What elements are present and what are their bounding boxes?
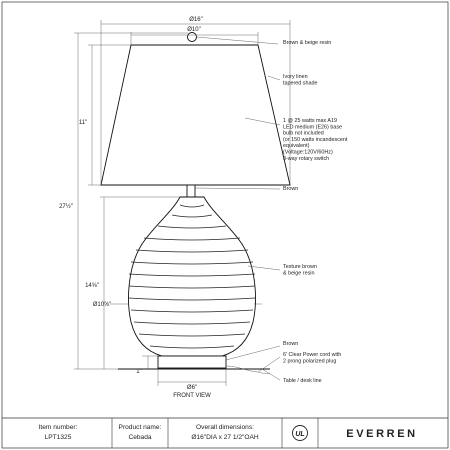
callout-7: 6' Clear Power cord with 2 prong polarized plug: [283, 352, 342, 365]
product-name-label: Product name:: [118, 424, 162, 431]
dim-overall-width: Ø16": [189, 17, 203, 23]
callout-2: Ivory linen tapered shade: [283, 74, 318, 87]
callout-1: Brown & beige resin: [283, 40, 332, 46]
dim-base-width: Ø6": [186, 385, 198, 391]
dim-overall-height: 27½": [59, 204, 73, 210]
callout-6: Brown: [283, 341, 299, 347]
view-label: FRONT VIEW: [173, 393, 211, 399]
item-number-label: Item number:: [38, 424, 78, 431]
callout-8: Table / desk line: [283, 378, 322, 384]
brand-logo: EVERREN: [346, 428, 418, 440]
finial: [188, 33, 197, 42]
overall-dimensions: Ø16"DIA x 27 1/2"OAH: [191, 434, 259, 441]
lamp-base: [158, 356, 226, 368]
callout-texts: [283, 40, 348, 384]
footer: [39, 418, 418, 448]
dim-top-width: Ø10": [187, 27, 201, 33]
callout-4: Brown: [283, 186, 299, 192]
lamp-body: [129, 197, 256, 356]
overall-dimensions-label: Overall dimensions:: [196, 424, 254, 431]
lamp-neck: [187, 185, 195, 197]
product-name: Cebada: [128, 434, 152, 441]
lamp-drawing: [101, 33, 290, 374]
dim-base-height: 1": [136, 369, 142, 375]
dim-body-width: Ø10⅝": [92, 302, 112, 308]
callout-5: Texture brown & beige resin: [283, 264, 317, 277]
lamp-shade: [101, 45, 290, 185]
dim-body-height: 14⅝": [85, 283, 99, 289]
ul-certification-icon: [293, 426, 308, 441]
dim-shade-height: 11": [78, 120, 88, 126]
item-number: LPT1325: [44, 434, 72, 441]
callout-3: 1 @ 25 watts max A19 LED medium (E26) base bulb not included (or 150 watts incandescent equivalent) (Voltage:120V/60Hz) 3-way rotary switch: [283, 118, 348, 162]
svg-text:UL: UL: [295, 431, 305, 438]
